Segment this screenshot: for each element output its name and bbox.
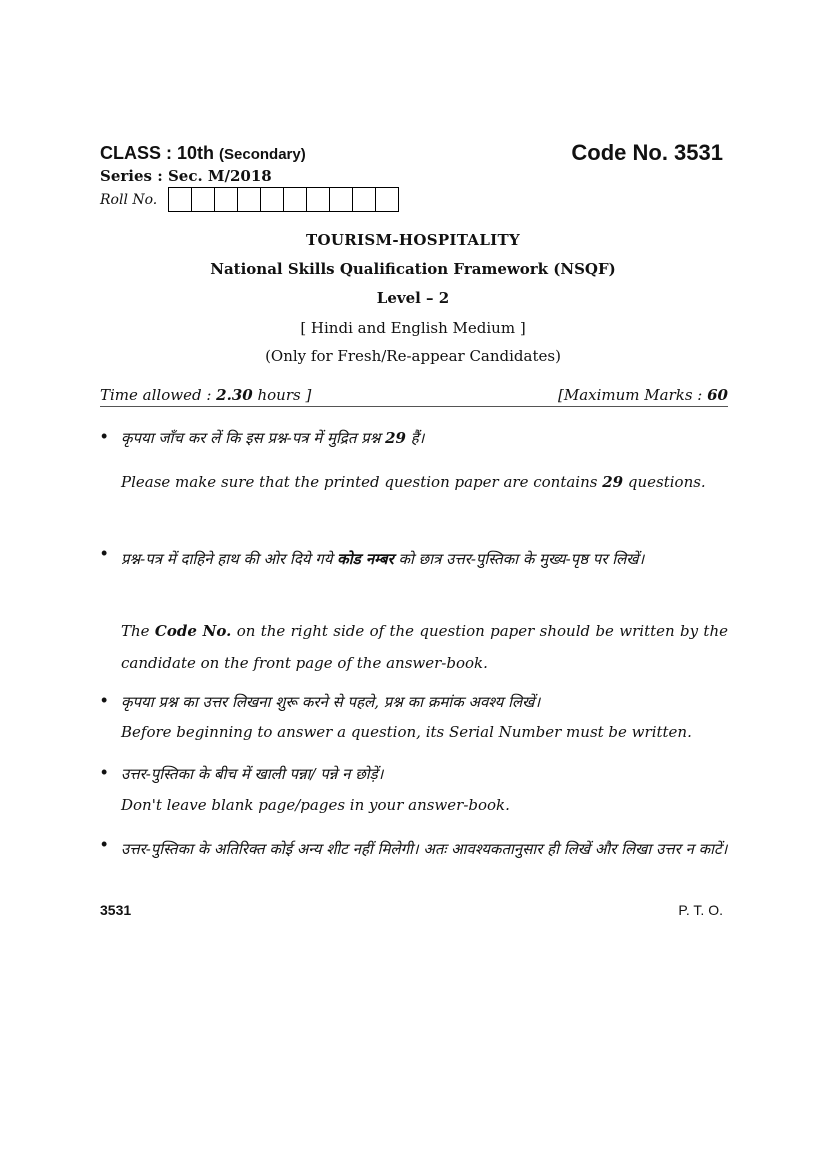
roll-number-box <box>330 187 353 212</box>
time-marks-row <box>100 386 728 404</box>
class-heading <box>100 143 306 164</box>
instruction-hindi: कृपया प्रश्न का उत्तर लिखना शुरू करने से पहले, प्रश्न का क्रमांक अवश्य लिखें। <box>121 693 541 711</box>
bullet-icon: • <box>101 543 108 563</box>
roll-number-box <box>261 187 284 212</box>
framework-title: National Skills Qualification Framework (NSQF) <box>210 260 616 278</box>
level-title: Level – 2 <box>376 289 450 307</box>
instruction-english: The Code No. on the right side of the question paper should be written by the candidate on the front page of the answer-book. <box>121 622 728 672</box>
roll-number-boxes <box>168 187 399 212</box>
instruction-english: Before beginning to answer a question, its Serial Number must be written. <box>121 723 692 741</box>
instruction-hindi: कृपया जाँच कर लें कि इस प्रश्न-पत्र में मुद्रित प्रश्न 29 हैं। <box>121 429 425 447</box>
roll-number-box <box>376 187 399 212</box>
roll-number-box <box>353 187 376 212</box>
time-allowed: Time allowed : 2.30 hours ] <box>100 386 312 404</box>
bullet-icon: • <box>101 690 108 710</box>
roll-number-box <box>215 187 238 212</box>
bullet-icon: • <box>101 834 108 854</box>
series-label: Series : Sec. M/2018 <box>100 167 272 185</box>
page-turn-note: P. T. O. <box>678 902 723 918</box>
bullet-icon: • <box>101 762 108 782</box>
bullet-icon: • <box>101 426 108 446</box>
instruction-hindi: उत्तर-पुस्तिका के बीच में खाली पन्ना/ पन्ने न छोड़ें। <box>121 765 384 783</box>
roll-number-box <box>192 187 215 212</box>
instruction-english: Please make sure that the printed question paper are contains 29 questions. <box>121 473 706 491</box>
roll-number-box <box>307 187 330 212</box>
roll-number-box <box>169 187 192 212</box>
instruction-hindi: प्रश्न-पत्र में दाहिने हाथ की ओर दिये गये कोड नम्बर को छात्र उत्तर-पुस्तिका के मुख्य-पृष्ठ पर लिखें। <box>121 550 645 568</box>
roll-number-label: Roll No. <box>100 192 158 208</box>
class-label: CLASS : 10th <box>100 143 215 163</box>
class-sub-label: (Secondary) <box>219 146 306 163</box>
subject-title: TOURISM-HOSPITALITY <box>306 231 520 249</box>
roll-number-box <box>284 187 307 212</box>
footer-code: 3531 <box>100 902 132 918</box>
roll-number-box <box>238 187 261 212</box>
instruction-hindi: उत्तर-पुस्तिका के अतिरिक्त कोई अन्य शीट नहीं मिलेगी। अतः आवश्यकतानुसार ही लिखें और लिखा उत्तर न काटें। <box>121 840 728 858</box>
instruction-english: Don't leave blank page/pages in your answer-book. <box>121 796 510 814</box>
medium-note: [ Hindi and English Medium ] <box>300 319 526 337</box>
divider <box>100 406 728 407</box>
code-number: Code No. 3531 <box>571 140 723 165</box>
candidates-note: (Only for Fresh/Re-appear Candidates) <box>265 347 561 365</box>
maximum-marks: [Maximum Marks : 60 <box>557 386 728 404</box>
